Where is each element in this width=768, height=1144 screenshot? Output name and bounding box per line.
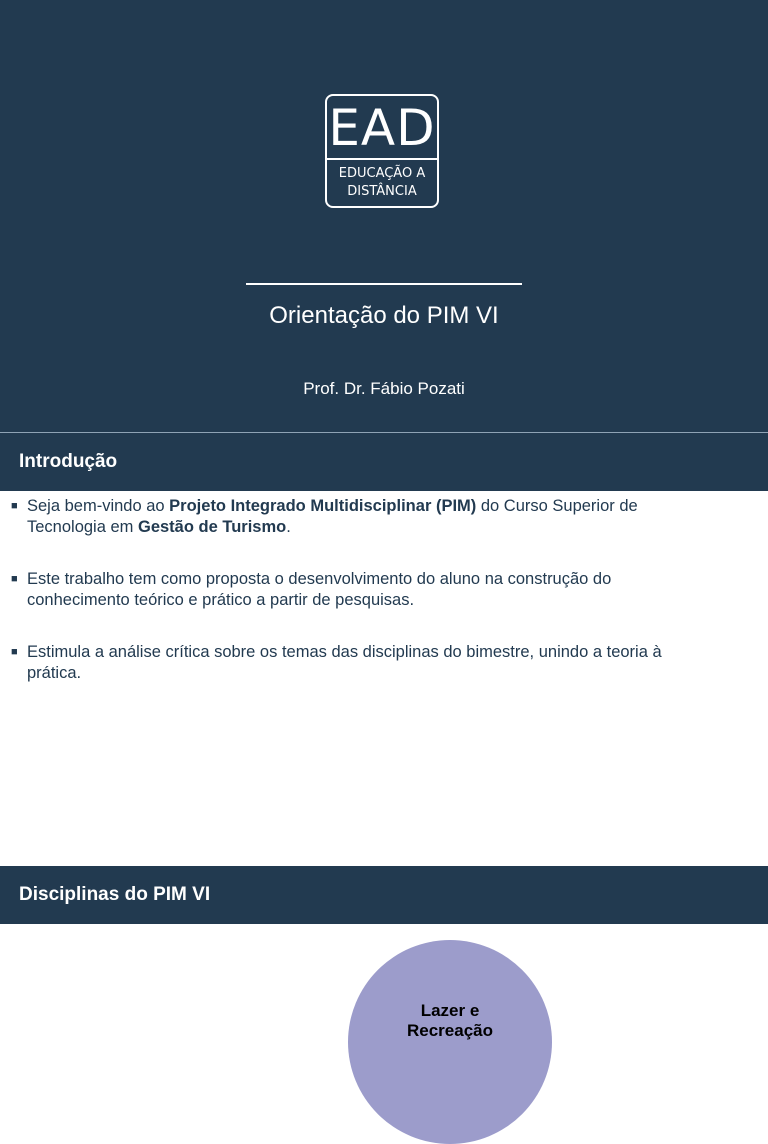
discipline-label-line-1: Lazer e <box>420 1001 480 1020</box>
disciplines-heading: Disciplinas do PIM VI <box>19 884 211 905</box>
discipline-label <box>348 1001 552 1041</box>
ead-logo <box>325 94 439 208</box>
presentation-title: Orientação do PIM VI <box>269 302 499 329</box>
disciplines-header-band <box>0 866 768 924</box>
bullet-square-icon: ■ <box>11 500 18 512</box>
bullet-bold-part: Gestão de Turismo <box>137 518 287 536</box>
bullet-text-part: Seja bem-vindo ao <box>27 497 170 515</box>
intro-header-band <box>0 433 768 491</box>
intro-heading: Introdução <box>19 451 118 472</box>
bullet-bold-part: Projeto Integrado Multidisciplinar (PIM) <box>169 497 477 515</box>
bullet-text <box>27 496 707 538</box>
logo-ead-text: EAD <box>328 99 436 157</box>
discipline-label-line-2: Recreação <box>406 1021 493 1040</box>
title-rule <box>246 283 522 285</box>
logo-divider <box>327 158 437 160</box>
title-slide <box>0 0 768 432</box>
logo-line-2: DISTÂNCIA <box>347 184 417 199</box>
discipline-circle <box>348 940 552 1144</box>
bullet-text-part: . <box>286 518 291 536</box>
bullet-square-icon: ■ <box>11 646 18 658</box>
bullet-square-icon: ■ <box>11 573 18 585</box>
bullet-text: Este trabalho tem como proposta o desenvolvimento do aluno na construção do conhecimento teórico e prático a partir de pesquisas. <box>27 570 612 609</box>
presentation-author: Prof. Dr. Fábio Pozati <box>303 379 465 398</box>
logo-line-1: EDUCAÇÃO A <box>338 166 426 181</box>
bullet-text: Estimula a análise crítica sobre os temas das disciplinas do bimestre, unindo a teoria à prática. <box>27 643 662 682</box>
bullet-text-part: do Curso Superior de Tecnologia em <box>27 497 638 536</box>
